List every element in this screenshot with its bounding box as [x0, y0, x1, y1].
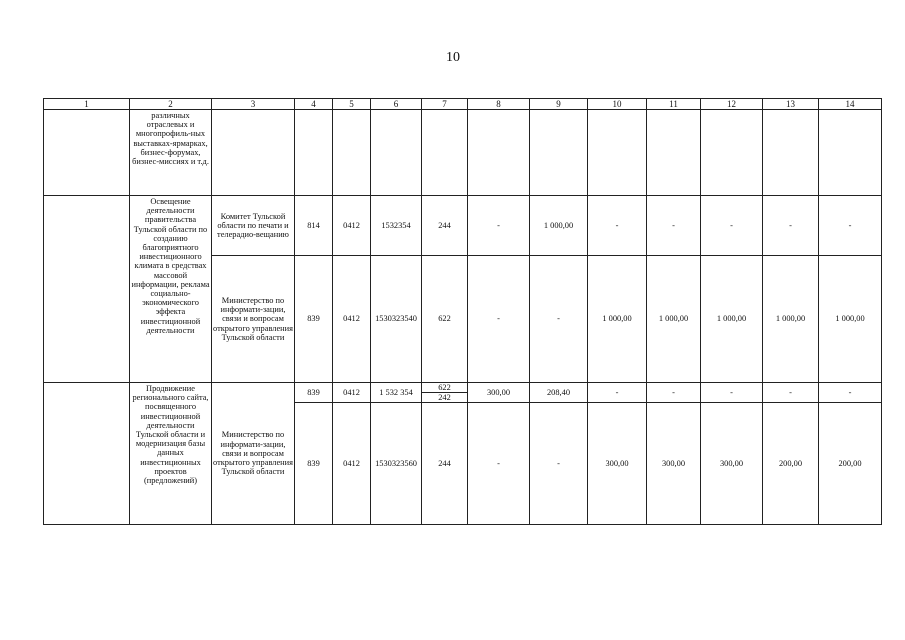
executor-cell: Министерство по информати-зации, связи и вопросам открытого управления Тульской области: [212, 383, 295, 525]
amount-cell: 1 000,00: [763, 256, 819, 383]
cell-empty: [333, 110, 371, 196]
budget-code-cell: 839: [295, 256, 333, 383]
col-header-12: 12: [701, 99, 763, 110]
amount-cell: -: [468, 256, 530, 383]
target-article-cell: 1530323540: [371, 256, 422, 383]
cell-empty: [588, 110, 647, 196]
amount-cell: 200,00: [819, 403, 882, 525]
amount-cell: -: [701, 196, 763, 256]
amount-cell: -: [763, 196, 819, 256]
cell-empty: [371, 110, 422, 196]
expense-type-cell: 244: [422, 196, 468, 256]
budget-table: [43, 98, 882, 525]
section-code-cell: 0412: [333, 383, 371, 403]
amount-cell: -: [819, 196, 882, 256]
amount-cell: -: [701, 383, 763, 403]
col-header-4: 4: [295, 99, 333, 110]
amount-cell: 1 000,00: [647, 256, 701, 383]
expense-type-code: 622: [438, 383, 451, 392]
amount-cell: 300,00: [701, 403, 763, 525]
cell-empty: [530, 110, 588, 196]
amount-cell: 300,00: [588, 403, 647, 525]
amount-cell: -: [468, 403, 530, 525]
budget-code-cell: 814: [295, 196, 333, 256]
section-code-cell: 0412: [333, 256, 371, 383]
amount-cell: -: [763, 383, 819, 403]
cell-empty: [819, 110, 882, 196]
col-header-6: 6: [371, 99, 422, 110]
expense-type-code: 242: [422, 392, 467, 402]
col-header-10: 10: [588, 99, 647, 110]
table-row: [44, 196, 882, 256]
cell-empty: [212, 110, 295, 196]
col-header-13: 13: [763, 99, 819, 110]
col-header-9: 9: [530, 99, 588, 110]
amount-cell: 1 000,00: [701, 256, 763, 383]
table-row: [44, 383, 882, 403]
amount-cell: 1 000,00: [819, 256, 882, 383]
target-article-cell: 1532354: [371, 196, 422, 256]
col-header-7: 7: [422, 99, 468, 110]
col-header-2: 2: [130, 99, 212, 110]
amount-cell: -: [588, 196, 647, 256]
cell-empty: [763, 110, 819, 196]
col-header-1: 1: [44, 99, 130, 110]
executor-cell: Министерство по информати-зации, связи и вопросам открытого управления Тульской области: [212, 256, 295, 383]
amount-cell: -: [468, 196, 530, 256]
amount-cell: 208,40: [530, 383, 588, 403]
table-row: [44, 110, 882, 196]
section-code-cell: 0412: [333, 403, 371, 525]
cell-empty: [468, 110, 530, 196]
expense-type-cell: 244: [422, 403, 468, 525]
expense-type-cell: [422, 383, 468, 403]
amount-cell: -: [647, 196, 701, 256]
col-header-8: 8: [468, 99, 530, 110]
budget-code-cell: 839: [295, 383, 333, 403]
col-header-5: 5: [333, 99, 371, 110]
amount-cell: -: [819, 383, 882, 403]
amount-cell: 300,00: [468, 383, 530, 403]
cell-empty: [44, 196, 130, 383]
budget-code-cell: 839: [295, 403, 333, 525]
amount-cell: -: [588, 383, 647, 403]
amount-cell: 300,00: [647, 403, 701, 525]
col-header-11: 11: [647, 99, 701, 110]
cell-empty: [44, 110, 130, 196]
target-article-cell: 1530323560: [371, 403, 422, 525]
cell-empty: [44, 383, 130, 525]
amount-cell: -: [647, 383, 701, 403]
cell-empty: [295, 110, 333, 196]
amount-cell: 1 000,00: [588, 256, 647, 383]
header-row: [44, 99, 882, 110]
amount-cell: 200,00: [763, 403, 819, 525]
target-article-cell: 1 532 354: [371, 383, 422, 403]
cell-empty: [701, 110, 763, 196]
executor-cell: Комитет Тульской области по печати и телерадио-вещанию: [212, 196, 295, 256]
activity-description-cell: Освещение деятельности правительства Тульской области по созданию благоприятного инвестиционного климата в средствах массовой информации, реклама социально-экономического эффекта инвестиционной деятельности: [130, 196, 212, 383]
cell-empty: [422, 110, 468, 196]
cell-empty: [647, 110, 701, 196]
activity-description-cell: Продвижение регионального сайта, посвященного инвестиционной деятельности Тульской области и модернизация базы данных инвестиционных проектов (предложений): [130, 383, 212, 525]
amount-cell: -: [530, 256, 588, 383]
col-header-3: 3: [212, 99, 295, 110]
expense-type-cell: 622: [422, 256, 468, 383]
activity-description-cell: различных отраслевых и многопрофиль-ных выставках-ярмарках, бизнес-форумах, бизнес-миссиях и т.д.: [130, 110, 212, 196]
col-header-14: 14: [819, 99, 882, 110]
amount-cell: -: [530, 403, 588, 525]
amount-cell: 1 000,00: [530, 196, 588, 256]
page-number: 10: [446, 50, 460, 65]
section-code-cell: 0412: [333, 196, 371, 256]
